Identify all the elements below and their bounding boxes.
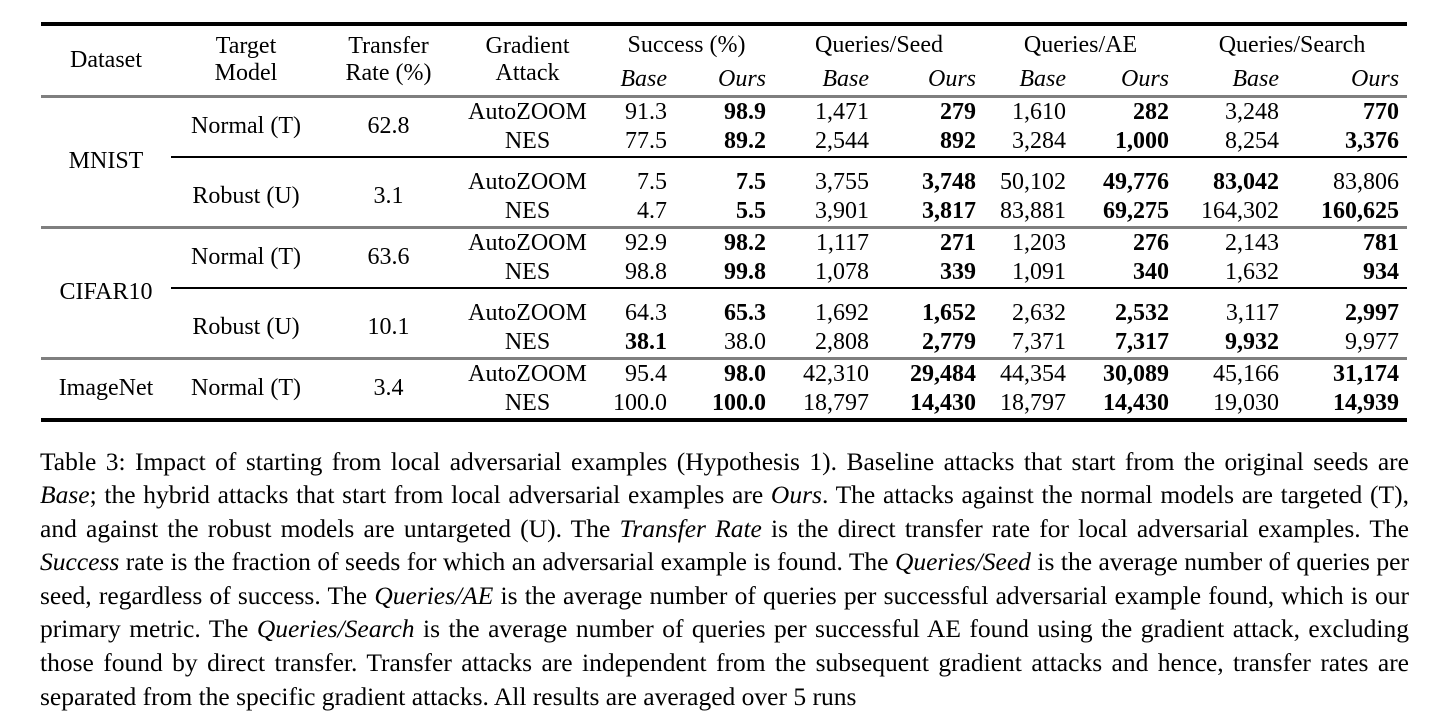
table-row bbox=[41, 288, 1407, 328]
value-cell: 8,254 bbox=[1225, 127, 1280, 154]
caption-italic-term: Ours bbox=[770, 480, 822, 510]
caption-italic-term: Transfer Rate bbox=[619, 513, 762, 543]
value-cell: 2,808 bbox=[815, 328, 869, 355]
value-cell: 770 bbox=[1363, 98, 1400, 125]
value-cell: 69,275 bbox=[1103, 197, 1170, 224]
transfer-rate-cell: 3.1 bbox=[321, 157, 456, 228]
gradient-attack-cell: AutoZOOM bbox=[456, 157, 599, 197]
caption-text: is the direct transfer rate for local adversarial examples. The bbox=[761, 513, 1409, 543]
transfer-rate-cell: 62.8 bbox=[367, 113, 410, 139]
caption-italic-term: Base bbox=[40, 480, 90, 510]
gradient-attack-cell: NES bbox=[504, 127, 551, 154]
value-cell: 3,901 bbox=[815, 197, 869, 224]
subheader-success-ours: Ours bbox=[717, 65, 766, 92]
gradient-attack-cell: AutoZOOM bbox=[456, 227, 599, 258]
value-cell: 14,939 bbox=[1333, 389, 1400, 416]
gradient-attack-cell: AutoZOOM bbox=[456, 288, 599, 328]
value-cell: 934 bbox=[1363, 258, 1400, 285]
subheader-qsearch-base: Base bbox=[1232, 65, 1280, 92]
value-cell: 3,284 bbox=[1012, 127, 1066, 154]
caption-text: is the average number of queries per seed, regardless of success. The bbox=[40, 547, 1409, 610]
subheader-qseed-ours: Ours bbox=[927, 65, 976, 92]
value-cell: 2,544 bbox=[815, 127, 869, 154]
value-cell: 3,755 bbox=[774, 157, 877, 197]
value-cell: 100.0 bbox=[613, 389, 667, 416]
caption-text: ; the hybrid attacks that start from local adversarial examples are bbox=[89, 480, 771, 510]
value-cell: 38.0 bbox=[724, 328, 766, 355]
caption-text: rate is the fraction of seeds for which an adversarial example is found. The bbox=[119, 547, 895, 577]
value-cell: 18,797 bbox=[1000, 389, 1066, 416]
value-cell: 7,371 bbox=[1012, 328, 1066, 355]
value-cell: 29,484 bbox=[877, 358, 984, 389]
value-cell: 14,430 bbox=[910, 389, 976, 416]
subheader-qsearch-ours: Ours bbox=[1351, 65, 1400, 92]
target-model-cell: Robust (U) bbox=[171, 157, 321, 228]
value-cell: 77.5 bbox=[625, 127, 667, 154]
value-cell: 160,625 bbox=[1321, 197, 1400, 224]
value-cell: 1,117 bbox=[774, 227, 877, 258]
header-queries-ae: Queries/AE bbox=[1023, 31, 1138, 58]
value-cell: 7.5 bbox=[675, 157, 774, 197]
target-model-cell: Normal (T) bbox=[171, 227, 321, 288]
value-cell: 892 bbox=[940, 127, 976, 154]
table-body bbox=[41, 96, 1407, 420]
gradient-attack-cell: NES bbox=[504, 389, 551, 416]
value-cell: 1,610 bbox=[1012, 98, 1066, 125]
value-cell: 95.4 bbox=[599, 358, 675, 389]
header-dataset: Dataset bbox=[70, 46, 142, 73]
value-cell: 1,632 bbox=[1225, 258, 1280, 285]
value-cell: 1,091 bbox=[1012, 258, 1066, 285]
value-cell: 30,089 bbox=[1074, 358, 1177, 389]
header-target-model bbox=[171, 24, 321, 96]
transfer-rate-cell: 63.6 bbox=[321, 227, 456, 288]
value-cell: 45,166 bbox=[1177, 358, 1287, 389]
value-cell: 1,692 bbox=[774, 288, 877, 328]
value-cell: 276 bbox=[1074, 227, 1177, 258]
subheader-qseed-base: Base bbox=[822, 65, 869, 92]
transfer-rate-cell: 3.4 bbox=[321, 358, 456, 420]
header-gradient-attack-line1: Gradient bbox=[485, 33, 570, 60]
dataset-cell: ImageNet bbox=[41, 358, 171, 420]
subheader-success-base: Base bbox=[620, 65, 667, 92]
value-cell: 2,997 bbox=[1287, 288, 1407, 328]
value-cell: 2,779 bbox=[922, 328, 976, 355]
value-cell: 7.5 bbox=[599, 157, 675, 197]
header-queries-search: Queries/Search bbox=[1218, 31, 1366, 58]
header-gradient-attack-line2: Attack bbox=[495, 60, 560, 87]
paper-page bbox=[0, 22, 1448, 728]
value-cell: 100.0 bbox=[712, 389, 766, 416]
header-transfer-rate bbox=[321, 24, 456, 96]
value-cell: 91.3 bbox=[625, 98, 667, 125]
value-cell: 31,174 bbox=[1287, 358, 1407, 389]
value-cell: 2,632 bbox=[984, 288, 1074, 328]
value-cell: 4.7 bbox=[637, 197, 667, 224]
target-model-cell: Normal (T) bbox=[191, 113, 301, 139]
value-cell: 1,203 bbox=[984, 227, 1074, 258]
value-cell: 98.2 bbox=[675, 227, 774, 258]
gradient-attack-cell: AutoZOOM bbox=[456, 358, 599, 389]
value-cell: 98.8 bbox=[625, 258, 667, 285]
value-cell: 2,143 bbox=[1177, 227, 1287, 258]
caption bbox=[40, 445, 1409, 714]
value-cell: 14,430 bbox=[1103, 389, 1170, 416]
gradient-attack-cell: NES bbox=[504, 258, 551, 285]
table-row bbox=[41, 96, 1407, 127]
header-target-model-line2: Model bbox=[214, 60, 278, 87]
value-cell: 271 bbox=[877, 227, 984, 258]
value-cell: 339 bbox=[940, 258, 976, 285]
header-gradient-attack bbox=[456, 24, 599, 96]
value-cell: 98.9 bbox=[724, 98, 766, 125]
target-model-cell: Normal (T) bbox=[171, 358, 321, 420]
gradient-attack-cell: NES bbox=[504, 197, 551, 224]
results-table bbox=[41, 22, 1407, 422]
value-cell: 49,776 bbox=[1074, 157, 1177, 197]
subheader-qae-base: Base bbox=[1019, 65, 1066, 92]
value-cell: 9,977 bbox=[1345, 328, 1400, 355]
value-cell: 2,532 bbox=[1074, 288, 1177, 328]
value-cell: 83,042 bbox=[1177, 157, 1287, 197]
caption-text: is the average number of queries per successful adversarial example found, which is our primary metric. The bbox=[40, 580, 1409, 644]
value-cell: 279 bbox=[940, 98, 976, 125]
dataset-cell: MNIST bbox=[68, 148, 144, 174]
header-transfer-rate-line1: Transfer bbox=[348, 33, 429, 60]
value-cell: 1,652 bbox=[877, 288, 984, 328]
dataset-cell: CIFAR10 bbox=[41, 227, 171, 358]
value-cell: 3,117 bbox=[1177, 288, 1287, 328]
caption-italic-term: Success bbox=[40, 547, 120, 577]
value-cell: 340 bbox=[1133, 258, 1170, 285]
value-cell: 92.9 bbox=[599, 227, 675, 258]
caption-italic-term: Queries/AE bbox=[374, 580, 494, 610]
table-row bbox=[41, 157, 1407, 197]
value-cell: 65.3 bbox=[675, 288, 774, 328]
value-cell: 83,881 bbox=[1000, 197, 1066, 224]
caption-italic-term: Queries/Seed bbox=[894, 547, 1031, 577]
header-row-groups bbox=[41, 24, 1407, 64]
value-cell: 1,471 bbox=[815, 98, 869, 125]
value-cell: 282 bbox=[1133, 98, 1170, 125]
value-cell: 19,030 bbox=[1213, 389, 1280, 416]
value-cell: 5.5 bbox=[736, 197, 766, 224]
target-model-cell: Robust (U) bbox=[171, 288, 321, 359]
gradient-attack-cell: AutoZOOM bbox=[468, 98, 587, 125]
value-cell: 3,248 bbox=[1225, 98, 1280, 125]
value-cell: 44,354 bbox=[984, 358, 1074, 389]
table-row bbox=[41, 358, 1407, 389]
value-cell: 1,078 bbox=[815, 258, 869, 285]
header-target-model-line1: Target bbox=[215, 33, 277, 60]
value-cell: 781 bbox=[1287, 227, 1407, 258]
header-queries-seed: Queries/Seed bbox=[815, 31, 943, 58]
value-cell: 9,932 bbox=[1225, 328, 1280, 355]
value-cell: 38.1 bbox=[625, 328, 667, 355]
caption-text: is the average number of queries per successful AE found using the gradient attack, excluding those found by direct transfer. Transfer attacks are independent from the subsequent gradient attacks and hence, transfer rates are separated from the specific gradient attacks. All results are averaged over 5 runs bbox=[40, 614, 1409, 711]
value-cell: 50,102 bbox=[984, 157, 1074, 197]
value-cell: 7,317 bbox=[1115, 328, 1170, 355]
value-cell: 1,000 bbox=[1115, 127, 1170, 154]
value-cell: 98.0 bbox=[675, 358, 774, 389]
table-row bbox=[41, 227, 1407, 258]
value-cell: 3,376 bbox=[1345, 127, 1400, 154]
caption-italic-term: Queries/Search bbox=[256, 614, 415, 644]
value-cell: 18,797 bbox=[803, 389, 869, 416]
header-success: Success (%) bbox=[627, 31, 746, 58]
value-cell: 99.8 bbox=[724, 258, 766, 285]
transfer-rate-cell: 10.1 bbox=[321, 288, 456, 359]
caption-text: Table 3: Impact of starting from local adversarial examples (Hypothesis 1). Baseline attacks that start from the original seeds are bbox=[40, 446, 1409, 476]
header-transfer-rate-line2: Rate (%) bbox=[345, 60, 432, 87]
value-cell: 89.2 bbox=[724, 127, 766, 154]
value-cell: 3,817 bbox=[922, 197, 976, 224]
table-header bbox=[41, 24, 1407, 96]
caption-text: . The attacks against the normal models are targeted (T), and against the robust models are untargeted (U). The bbox=[40, 480, 1409, 543]
value-cell: 3,748 bbox=[877, 157, 984, 197]
subheader-qae-ours: Ours bbox=[1121, 65, 1170, 92]
value-cell: 83,806 bbox=[1287, 157, 1407, 197]
value-cell: 64.3 bbox=[599, 288, 675, 328]
gradient-attack-cell: NES bbox=[504, 328, 551, 355]
value-cell: 42,310 bbox=[774, 358, 877, 389]
value-cell: 164,302 bbox=[1201, 197, 1280, 224]
